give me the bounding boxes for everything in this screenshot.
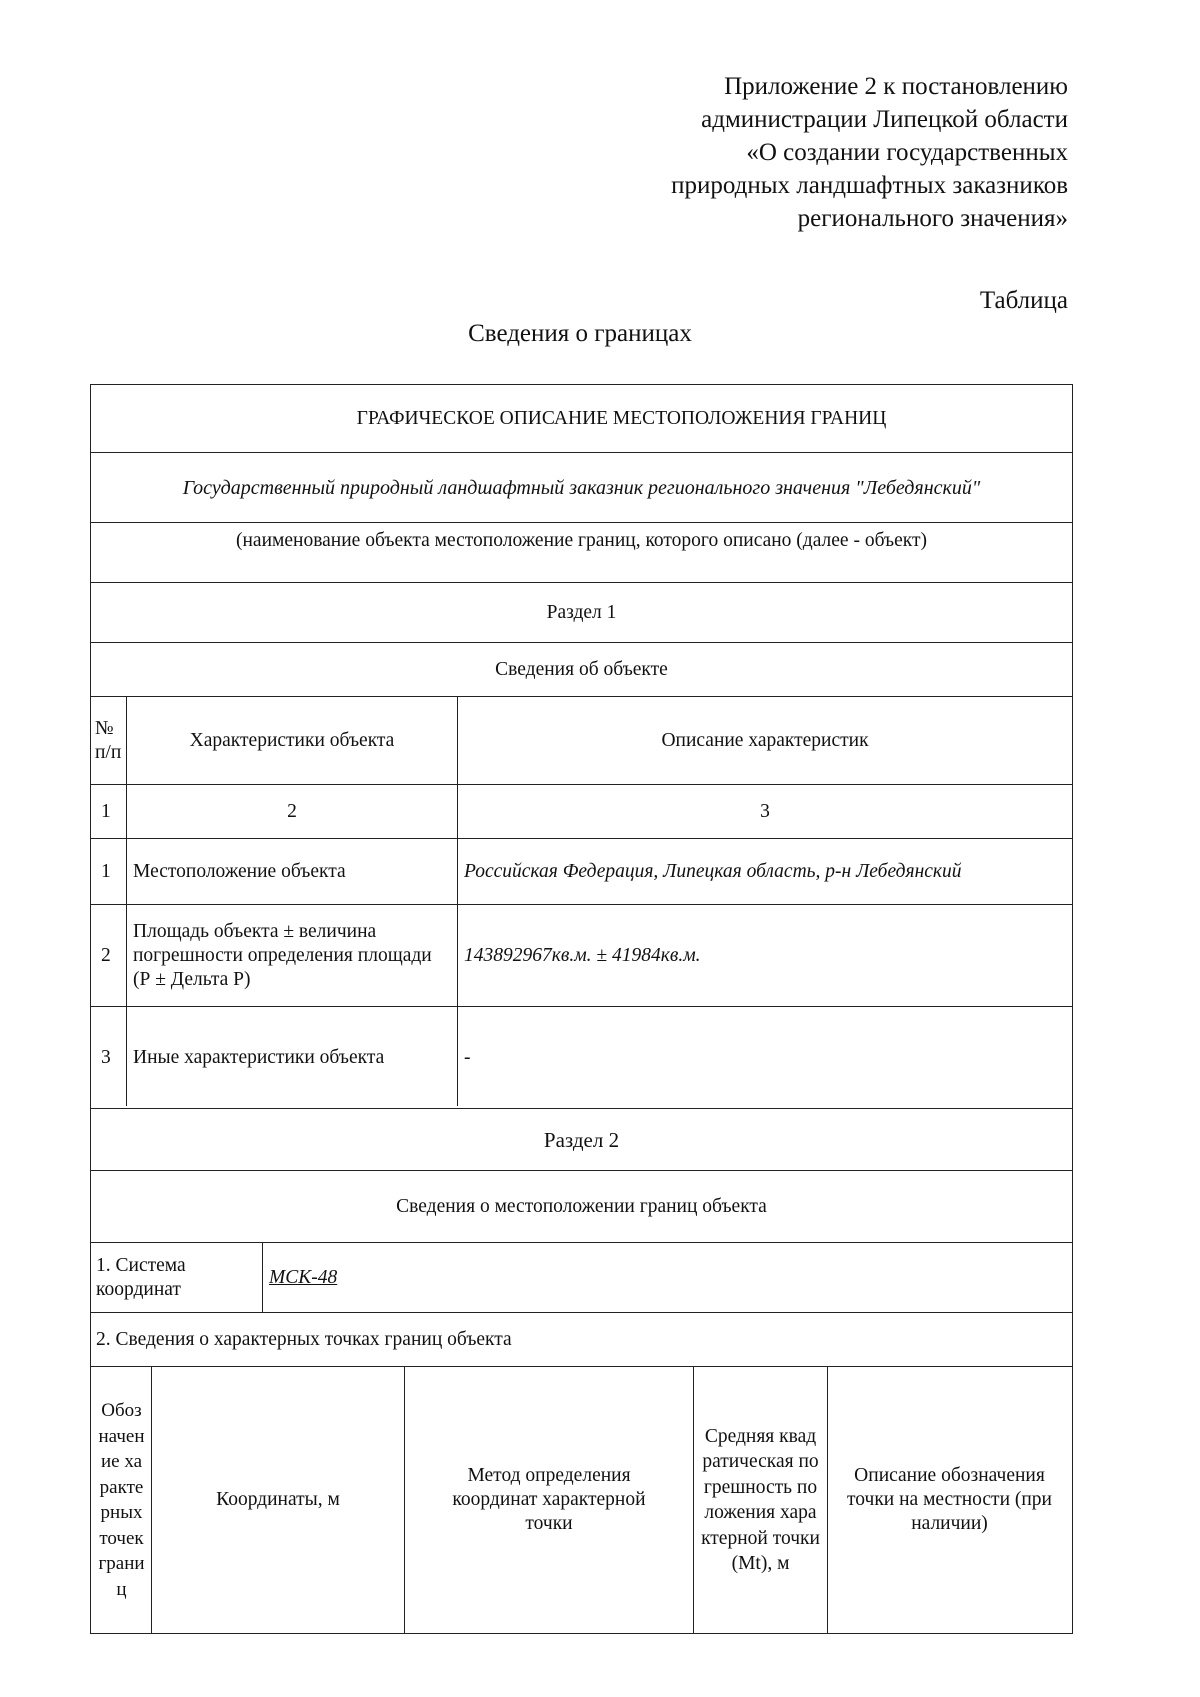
graphic-description-title: ГРАФИЧЕСКОЕ ОПИСАНИЕ МЕСТОПОЛОЖЕНИЯ ГРАНИЦ — [356, 408, 887, 429]
row-value: - — [464, 1046, 471, 1068]
row-number: 2 — [101, 944, 111, 966]
row-characteristic: Местоположение объекта — [133, 860, 346, 882]
row-characteristic: Иные характеристики объекта — [133, 1046, 385, 1068]
coordinate-system-label: 1. Система координат — [96, 1254, 186, 1300]
header-line: природных ландшафтных заказников — [671, 172, 1068, 199]
col-header-point-description: Описание обозначения точки на местности (при наличии) — [847, 1465, 1052, 1534]
object-name: Государственный природный ландшафтный заказник регионального значения "Лебедянский" — [182, 476, 981, 499]
col-header-coordinates: Координаты, м — [216, 1489, 340, 1510]
row-number: 1 — [101, 860, 111, 882]
col-header-point-designation: Обозначение характерных точек границ — [98, 1400, 145, 1600]
section-2-subtitle: Сведения о местоположении границ объекта — [396, 1195, 767, 1217]
row-value: Российская Федерация, Липецкая область, р-н Лебедянский — [464, 860, 962, 882]
appendix-header — [671, 70, 1068, 235]
col-header-characteristics: Характеристики объекта — [189, 729, 395, 751]
row-value: 143892967кв.м. ± 41984кв.м. — [464, 944, 701, 966]
row-number: 3 — [101, 1046, 111, 1068]
col-index: 1 — [101, 800, 111, 822]
col-index: 2 — [287, 800, 297, 822]
section-1-title: Раздел 1 — [546, 601, 617, 623]
table-label: Таблица — [979, 287, 1068, 314]
points-title: 2. Сведения о характерных точках границ объекта — [96, 1328, 512, 1350]
section-2-title: Раздел 2 — [543, 1127, 620, 1152]
header-line: «О создании государственных — [746, 139, 1068, 166]
object-name-caption: (наименование объекта местоположение границ, которого описано (далее - объект) — [236, 530, 927, 551]
coordinate-system-value: МСК-48 — [269, 1266, 338, 1288]
header-line: Приложение 2 к постановлению — [724, 73, 1068, 100]
col-header-method: Метод определения координат характерной точки — [452, 1465, 646, 1534]
col-header-mean-error: Средняя квадратическая погрешность положения характерной точки (Mt), м — [701, 1425, 820, 1574]
col-index: 3 — [760, 800, 770, 822]
header-line: администрации Липецкой области — [701, 106, 1068, 133]
row-characteristic: Площадь объекта ± величина погрешности определения площади (Р ± Дельта Р) — [133, 920, 432, 990]
col-header-description: Описание характеристик — [661, 729, 869, 751]
col-header-number: № п/п — [95, 717, 122, 763]
header-line: регионального значения» — [797, 205, 1068, 232]
document-title: Сведения о границах — [468, 320, 692, 347]
section-1-subtitle: Сведения об объекте — [495, 658, 668, 680]
